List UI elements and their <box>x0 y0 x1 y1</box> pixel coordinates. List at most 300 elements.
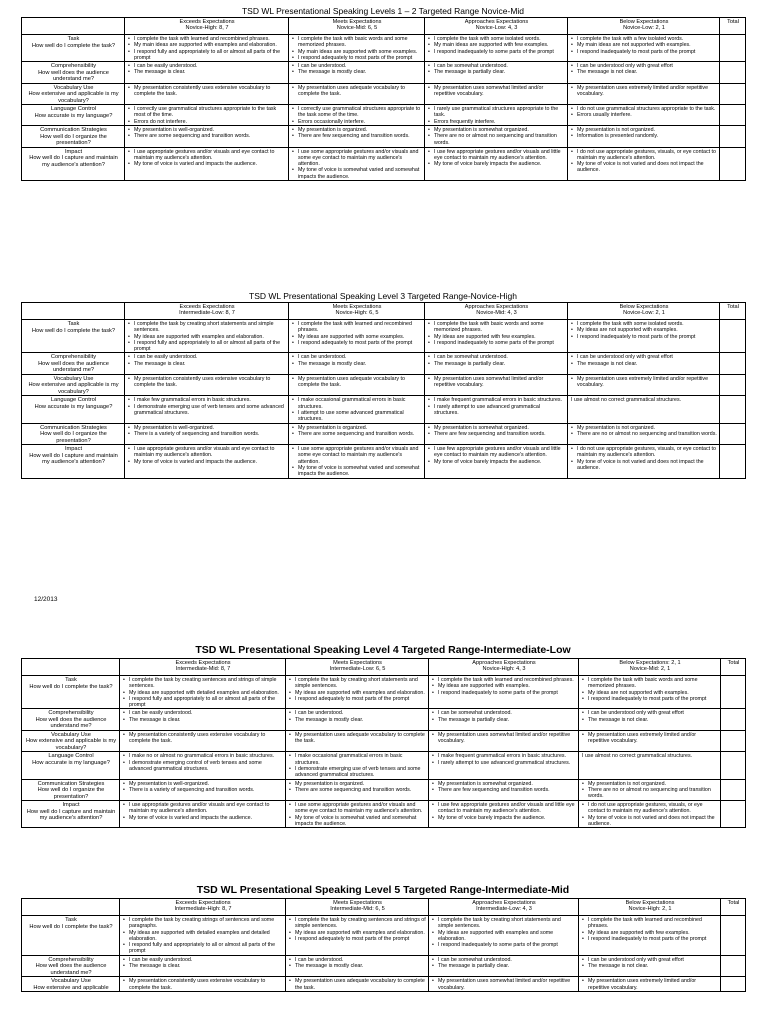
descriptor-list <box>289 677 426 702</box>
criterion-question: How well does the audience understand me? <box>38 69 109 83</box>
descriptor-list <box>292 425 422 438</box>
header-line2: Novice-High: 4, 3 <box>482 666 526 673</box>
descriptor-item: • My tone of voice barely impacts the audience. <box>428 161 565 167</box>
descriptor-list <box>428 425 565 438</box>
table-row <box>22 779 746 801</box>
criterion-cell <box>22 977 120 992</box>
descriptor-list <box>582 917 718 942</box>
descriptor-item: • My presentation is organized. <box>289 781 426 787</box>
descriptor-list <box>292 127 422 140</box>
descriptor-item: • Errors usually interfere. <box>571 112 717 118</box>
criterion-question: How accurate is my language? <box>34 112 113 119</box>
descriptor-item: • I rarely attempt to use advanced grammatical structures. <box>428 404 565 417</box>
header-line2: Intermediate-Mid: 6, 5 <box>330 906 385 913</box>
descriptor-item: • My presentation uses adequate vocabulary to complete the task. <box>289 978 426 991</box>
descriptor-list <box>289 957 426 970</box>
header-blank <box>22 899 120 916</box>
criterion-cell <box>22 147 125 180</box>
header-total <box>720 303 746 320</box>
descriptor-cell <box>289 353 425 375</box>
criterion-question: How well do I capture and maintain my audience's attention? <box>29 155 118 168</box>
descriptor-cell <box>568 353 720 375</box>
descriptor-cell <box>120 955 286 977</box>
descriptor-item: • My presentation is not organized. <box>571 425 717 431</box>
descriptor-cell <box>125 126 289 148</box>
descriptor-cell <box>568 445 720 478</box>
descriptor-item: • My presentation is well-organized. <box>123 781 283 787</box>
criterion-cell <box>22 752 120 779</box>
header-line2: Novice-High: 2, 1 <box>628 906 672 913</box>
header-line2: Intermediate-High: 8, 7 <box>174 906 232 913</box>
descriptor-cell <box>429 752 579 779</box>
descriptor-item: • The message is clear. <box>123 963 283 969</box>
criterion-question: How well do I capture and maintain my audience's attention? <box>26 808 116 822</box>
descriptor-item: • There are no or almost no sequencing and transition words. <box>571 431 717 437</box>
descriptor-cell <box>429 730 579 752</box>
descriptor-item: • Errors occasionally interfere. <box>292 119 422 125</box>
descriptor-item: • I respond inadequately to most parts of the prompt <box>571 334 717 340</box>
header-level <box>286 899 429 916</box>
descriptor-item: • The message is mostly clear. <box>289 717 426 723</box>
descriptor-item: • I do not use appropriate gestures, visuals, or eye contact to maintain my audience's attention. <box>571 446 717 459</box>
header-line1: Exceeds Expectations <box>179 304 235 310</box>
descriptor-cell <box>125 396 289 423</box>
total-cell[interactable] <box>720 147 746 180</box>
criterion-cell <box>22 730 120 752</box>
descriptor-item: • The message is mostly clear. <box>289 963 426 969</box>
descriptor-item: • My presentation uses somewhat limited and/or repetitive vocabulary. <box>428 85 565 98</box>
criterion-cell <box>22 779 120 801</box>
descriptor-item: • Errors do not interfere. <box>128 119 286 125</box>
descriptor-item: • I use few appropriate gestures and/or visuals and little eye contact to maintain my audience's attention. <box>428 149 565 162</box>
header-line1: Total <box>727 19 739 25</box>
descriptor-cell <box>120 977 286 992</box>
descriptor-item: • I demonstrate emerging use of verb tenses and some advanced grammatical structures. <box>128 404 286 417</box>
total-cell[interactable] <box>720 126 746 148</box>
criterion-cell <box>22 320 125 353</box>
descriptor-item: • My tone of voice is varied and impacts the audience. <box>128 459 286 465</box>
descriptor-item: • My ideas are supported with few examples. <box>428 334 565 340</box>
descriptor-item: • I can be understood only with great effort <box>582 957 718 963</box>
descriptor-list <box>289 732 426 745</box>
table-row <box>22 955 746 977</box>
descriptor-list <box>582 802 718 827</box>
descriptor-list <box>128 376 286 389</box>
criterion-name: Task <box>65 917 77 923</box>
descriptor-item: • I do not use appropriate gestures, visuals, or eye contact to maintain my audience's attention. <box>582 802 718 815</box>
criterion-cell <box>22 126 125 148</box>
descriptor-list <box>571 85 717 98</box>
criterion-name: Task <box>67 321 80 327</box>
criterion-cell <box>22 445 125 478</box>
descriptor-cell <box>289 320 425 353</box>
descriptor-item: • My presentation uses extremely limited and/or repetitive vocabulary. <box>582 732 718 745</box>
descriptor-list <box>123 732 283 745</box>
criterion-cell <box>22 62 125 84</box>
descriptor-item: • The message is mostly clear. <box>292 69 422 75</box>
header-level <box>289 18 425 35</box>
header-level <box>568 18 720 35</box>
criterion-name: Impact <box>64 148 83 155</box>
descriptor-cell <box>579 730 721 752</box>
descriptor-item: • I use some appropriate gestures and/or visuals and some eye contact to maintain my audience's attention. <box>292 149 422 168</box>
descriptor-cell <box>579 977 721 992</box>
table-row <box>22 445 746 478</box>
descriptor-item: • My tone of voice is not varied and does not impact the audience. <box>571 161 717 174</box>
descriptor-item: • I complete the task with some isolated words. <box>428 36 565 42</box>
descriptor-list <box>432 677 576 696</box>
descriptor-list <box>428 397 565 416</box>
descriptor-list <box>571 36 717 55</box>
descriptor-list <box>428 446 565 465</box>
descriptor-cell <box>568 83 720 105</box>
descriptor-item: • The message is partially clear. <box>432 963 576 969</box>
criterion-cell <box>22 396 125 423</box>
rubric-levels-1-2 <box>21 6 745 181</box>
descriptor-cell <box>425 423 568 445</box>
descriptor-list <box>428 376 565 389</box>
descriptor-cell <box>425 35 568 62</box>
total-cell[interactable] <box>720 374 746 396</box>
table-row <box>22 977 746 992</box>
header-line1: Total <box>727 900 740 906</box>
descriptor-item: • My tone of voice is somewhat varied and somewhat impacts the audience. <box>292 465 422 478</box>
descriptor-item: • My tone of voice is somewhat varied and somewhat impacts the audience. <box>289 815 426 828</box>
header-line1: Meets Expectations <box>332 304 382 310</box>
criterion-question: How well do I complete the task? <box>29 683 113 690</box>
criterion-question: How well do I complete the task? <box>31 42 116 49</box>
descriptor-item: • My tone of voice is varied and impacts the audience. <box>128 161 286 167</box>
header-level <box>120 899 286 916</box>
descriptor-item: • I respond adequately to most parts of the prompt <box>289 696 426 702</box>
descriptor-item: • I can be easily understood. <box>123 957 283 963</box>
total-cell[interactable] <box>720 423 746 445</box>
descriptor-list <box>571 63 717 76</box>
descriptor-list <box>571 446 717 471</box>
rubric-title: TSD WL Presentational Speaking Level 3 Targeted Range-Novice-High <box>249 291 517 301</box>
header-line1: Approaches Expectations <box>472 660 536 666</box>
criterion-question: How accurate is my language? <box>32 759 110 766</box>
rubric-table <box>21 17 746 181</box>
descriptor-item: • I respond adequately to most parts of the prompt <box>292 55 422 61</box>
descriptor-item: • There are some sequencing and transition words. <box>292 431 422 437</box>
descriptor-cell <box>289 147 425 180</box>
descriptor-cell <box>425 320 568 353</box>
descriptor-item: • I can be somewhat understood. <box>428 354 565 360</box>
descriptor-item: • My tone of voice barely impacts the audience. <box>432 815 576 821</box>
descriptor-list <box>582 781 718 800</box>
descriptor-item: • My presentation uses extremely limited and/or repetitive vocabulary. <box>571 85 717 98</box>
descriptor-cell <box>425 353 568 375</box>
descriptor-item: • My presentation consistently uses extensive vocabulary to complete the task. <box>123 732 283 745</box>
descriptor-list <box>432 957 576 970</box>
descriptor-cell <box>429 709 579 731</box>
descriptor-item: • I respond fully and appropriately to all or almost all parts of the prompt <box>123 942 283 955</box>
descriptor-item: • I complete the task by creating sentences and strings of simple sentences. <box>289 917 426 930</box>
header-line2: Novice-Mid: 4, 3 <box>476 310 517 317</box>
descriptor-cell <box>568 320 720 353</box>
descriptor-item: • My main ideas are supported with some examples. <box>292 49 422 55</box>
descriptor-item: • I respond inadequately to some parts of the prompt <box>432 690 576 696</box>
criterion-question: How extensive and applicable <box>33 984 109 991</box>
descriptor-list <box>289 781 426 794</box>
descriptor-item: • The message is clear. <box>123 717 283 723</box>
rubric-level-5 <box>21 884 745 992</box>
descriptor-cell <box>568 423 720 445</box>
descriptor-cell <box>120 730 286 752</box>
header-line1: Below Expectations <box>619 19 669 25</box>
descriptor-item: • My presentation uses somewhat limited and/or repetitive vocabulary. <box>432 732 576 745</box>
descriptor-item: • I correctly use grammatical structures appropriate to the task most of the time. <box>128 106 286 119</box>
descriptor-item: • I demonstrate emerging control of verb tenses and some advanced grammatical structures. <box>123 760 283 773</box>
descriptor-list <box>128 149 286 168</box>
descriptor-item: • I rarely attempt to use advanced grammatical structures. <box>432 760 576 766</box>
total-cell[interactable] <box>720 353 746 375</box>
descriptor-item: • My presentation uses somewhat limited and/or repetitive vocabulary. <box>432 978 576 991</box>
criterion-name: Vocabulary Use <box>53 375 94 382</box>
descriptor-cell <box>125 105 289 126</box>
criterion-question: How well does the audience understand me? <box>38 360 109 374</box>
descriptor-item: • My ideas are supported with examples and elaboration. <box>289 690 426 696</box>
descriptor-item: • My presentation uses extremely limited and/or repetitive vocabulary. <box>571 376 717 389</box>
rubric-table <box>21 898 746 992</box>
descriptor-list <box>571 321 717 340</box>
descriptor-item: • I attempt to use some advanced grammatical structures. <box>292 410 422 423</box>
descriptor-item: • I can be easily understood. <box>123 710 283 716</box>
descriptor-item: • The message is not clear. <box>571 69 717 75</box>
descriptor-text: I use almost no correct grammatical structures. <box>582 753 693 760</box>
descriptor-item: • I respond inadequately to most parts of the prompt <box>582 696 718 702</box>
descriptor-list <box>128 321 286 352</box>
descriptor-list <box>292 63 422 76</box>
descriptor-item: • There are few sequencing and transition words. <box>432 787 576 793</box>
total-cell[interactable] <box>720 320 746 353</box>
descriptor-cell <box>425 396 568 423</box>
total-cell[interactable] <box>721 730 746 752</box>
descriptor-item: • There are some sequencing and transition words. <box>289 787 426 793</box>
descriptor-list <box>292 376 422 389</box>
total-cell[interactable] <box>721 779 746 801</box>
header-line2: Novice-Mid: 6, 5 <box>336 25 378 32</box>
total-cell[interactable] <box>721 977 746 992</box>
header-blank <box>22 18 125 35</box>
header-line2: Intermediate-Low: 8, 7 <box>179 310 235 317</box>
total-cell[interactable] <box>720 62 746 84</box>
descriptor-cell <box>568 396 720 423</box>
descriptor-item: • I can be understood only with great effort <box>582 710 718 716</box>
descriptor-list <box>582 732 718 745</box>
descriptor-list <box>128 446 286 465</box>
header-line1: Meets Expectations <box>333 660 382 666</box>
table-row <box>22 752 746 779</box>
descriptor-item: • My presentation uses adequate vocabulary to complete the task. <box>292 376 422 389</box>
descriptor-list <box>428 106 565 125</box>
descriptor-item: • I can be understood only with great effort <box>571 63 717 69</box>
descriptor-list <box>128 425 286 438</box>
descriptor-item: • The message is clear. <box>128 361 286 367</box>
descriptor-list <box>128 354 286 367</box>
descriptor-item: • There is a variety of sequencing and transition words. <box>123 787 283 793</box>
criterion-cell <box>22 801 120 828</box>
total-cell[interactable] <box>721 709 746 731</box>
table-row <box>22 730 746 752</box>
descriptor-item: • My presentation is organized. <box>292 127 422 133</box>
descriptor-item: • I complete the task by creating strings of sentences and some paragraphs. <box>123 917 283 930</box>
descriptor-list <box>428 321 565 346</box>
descriptor-list <box>571 127 717 140</box>
header-level <box>425 18 568 35</box>
header-line1: Exceeds Expectations <box>175 660 231 666</box>
descriptor-cell <box>289 83 425 105</box>
descriptor-list <box>582 677 718 702</box>
descriptor-item: • The message is not clear. <box>571 361 717 367</box>
descriptor-cell <box>120 801 286 828</box>
descriptor-list <box>432 732 576 745</box>
total-cell[interactable] <box>720 396 746 423</box>
descriptor-cell <box>289 445 425 478</box>
criterion-question: How well do I organize the presentation? <box>40 133 107 147</box>
descriptor-item: • I demonstrate emerging use of verb tenses and some advanced grammatical structures. <box>289 766 426 779</box>
descriptor-list <box>292 354 422 367</box>
total-cell[interactable] <box>721 801 746 828</box>
descriptor-item: • Information is presented randomly. <box>571 133 717 139</box>
criterion-question: How well does the audience understand me? <box>35 716 107 730</box>
descriptor-item: • I respond adequately to most parts of the prompt <box>289 936 426 942</box>
descriptor-cell <box>289 374 425 396</box>
header-line2: Intermediate-Low: 4, 3 <box>476 906 532 913</box>
criterion-name: Language Control <box>50 397 97 404</box>
descriptor-cell <box>568 35 720 62</box>
descriptor-list <box>571 425 717 438</box>
header-level <box>120 659 286 676</box>
header-total <box>721 899 746 916</box>
descriptor-list <box>123 677 283 708</box>
rubric-level-3 <box>21 291 745 479</box>
descriptor-item: • I rarely use grammatical structures appropriate to the task. <box>428 106 565 119</box>
table-row <box>22 320 746 353</box>
total-cell[interactable] <box>721 916 746 956</box>
table-row <box>22 62 746 84</box>
descriptor-item: • My presentation is somewhat organized. <box>428 425 565 431</box>
table-row <box>22 126 746 148</box>
total-cell[interactable] <box>721 955 746 977</box>
descriptor-list <box>128 63 286 76</box>
header-line2: Novice-High: 6, 5 <box>335 310 379 317</box>
descriptor-item: • My ideas are supported with detailed examples and elaboration. <box>123 690 283 696</box>
descriptor-list <box>289 710 426 723</box>
total-cell[interactable] <box>720 35 746 62</box>
criterion-name: Language Control <box>50 106 97 113</box>
descriptor-cell <box>568 126 720 148</box>
descriptor-list <box>123 917 283 955</box>
descriptor-cell <box>579 916 721 956</box>
descriptor-item: • I respond inadequately to some parts of the prompt <box>428 340 565 346</box>
header-level <box>429 659 579 676</box>
descriptor-cell <box>286 730 429 752</box>
descriptor-item: • I respond inadequately to some parts of the prompt <box>432 942 576 948</box>
descriptor-list <box>289 802 426 827</box>
descriptor-item: • I make no or almost no grammatical errors in basic structures. <box>123 753 283 759</box>
descriptor-item: • I correctly use grammatical structures appropriate to the task some of the time. <box>292 106 422 119</box>
descriptor-item: • My presentation is somewhat organized. <box>428 127 565 133</box>
descriptor-item: • My presentation consistently uses extensive vocabulary to complete the task. <box>128 85 286 98</box>
descriptor-item: • I complete the task with basic words and some memorized phrases. <box>292 36 422 49</box>
descriptor-item: • I complete the task with learned and recombined phrases. <box>432 677 576 683</box>
criterion-name: Impact <box>64 446 83 453</box>
header-line2: Novice-Mid: 2, 1 <box>629 666 671 673</box>
descriptor-text: I use almost no correct grammatical structures. <box>571 397 682 404</box>
descriptor-item: • I make few grammatical errors in basic structures. <box>128 397 286 403</box>
descriptor-cell <box>286 801 429 828</box>
descriptor-item: • My presentation is somewhat organized. <box>432 781 576 787</box>
header-total <box>721 659 746 676</box>
total-cell[interactable] <box>721 676 746 709</box>
descriptor-item: • There are no or almost no sequencing and transition words. <box>428 133 565 146</box>
descriptor-list <box>432 978 576 991</box>
total-cell[interactable] <box>720 445 746 478</box>
descriptor-item: • I complete the task with basic words and some memorized phrases. <box>582 677 718 690</box>
descriptor-item: • My presentation uses extremely limited and/or repetitive vocabulary. <box>582 978 718 991</box>
table-row <box>22 801 746 828</box>
descriptor-cell <box>429 676 579 709</box>
descriptor-cell <box>289 423 425 445</box>
descriptor-item: • I respond inadequately to some parts of the prompt <box>428 49 565 55</box>
criterion-cell <box>22 916 120 956</box>
total-cell[interactable] <box>720 83 746 105</box>
criterion-name: Vocabulary Use <box>51 978 91 985</box>
descriptor-list <box>128 106 286 125</box>
header-line1: Approaches Expectations <box>472 900 536 906</box>
criterion-name: Impact <box>62 802 80 809</box>
descriptor-list <box>292 321 422 346</box>
descriptor-item: • There is a variety of sequencing and transition words. <box>128 431 286 437</box>
descriptor-cell <box>286 977 429 992</box>
total-cell[interactable] <box>720 105 746 126</box>
descriptor-item: • There are no or almost no sequencing and transition words. <box>582 787 718 800</box>
criterion-question: How well do I complete the task? <box>31 327 116 334</box>
descriptor-item: • My main ideas are not supported with examples. <box>571 42 717 48</box>
rubric-level-4 <box>21 644 745 828</box>
descriptor-cell <box>568 147 720 180</box>
descriptor-cell <box>289 62 425 84</box>
table-row <box>22 396 746 423</box>
descriptor-cell <box>568 62 720 84</box>
descriptor-item: • I can be understood. <box>289 710 426 716</box>
descriptor-item: • There are some sequencing and transition words. <box>128 133 286 139</box>
header-level <box>579 899 721 916</box>
descriptor-list <box>432 710 576 723</box>
descriptor-item: • I respond inadequately to most parts of the prompt <box>571 49 717 55</box>
descriptor-item: • My main ideas are supported with few examples. <box>428 42 565 48</box>
descriptor-cell <box>125 320 289 353</box>
descriptor-item: • I use appropriate gestures and/or visuals and eye contact to maintain my audience's attention. <box>123 802 283 815</box>
rubric-table <box>21 302 746 479</box>
criterion-cell <box>22 955 120 977</box>
descriptor-item: • My tone of voice barely impacts the audience. <box>428 459 565 465</box>
descriptor-item: • My tone of voice is not varied and does not impact the audience. <box>582 815 718 828</box>
criterion-name: Task <box>67 36 80 42</box>
descriptor-cell <box>289 35 425 62</box>
descriptor-list <box>123 802 283 821</box>
total-cell[interactable] <box>721 752 746 779</box>
descriptor-cell <box>579 752 721 779</box>
descriptor-list <box>428 63 565 76</box>
descriptor-list <box>432 781 576 794</box>
table-row <box>22 374 746 396</box>
criterion-name: Language Control <box>48 753 94 760</box>
descriptor-cell <box>125 35 289 62</box>
descriptor-list <box>428 149 565 168</box>
